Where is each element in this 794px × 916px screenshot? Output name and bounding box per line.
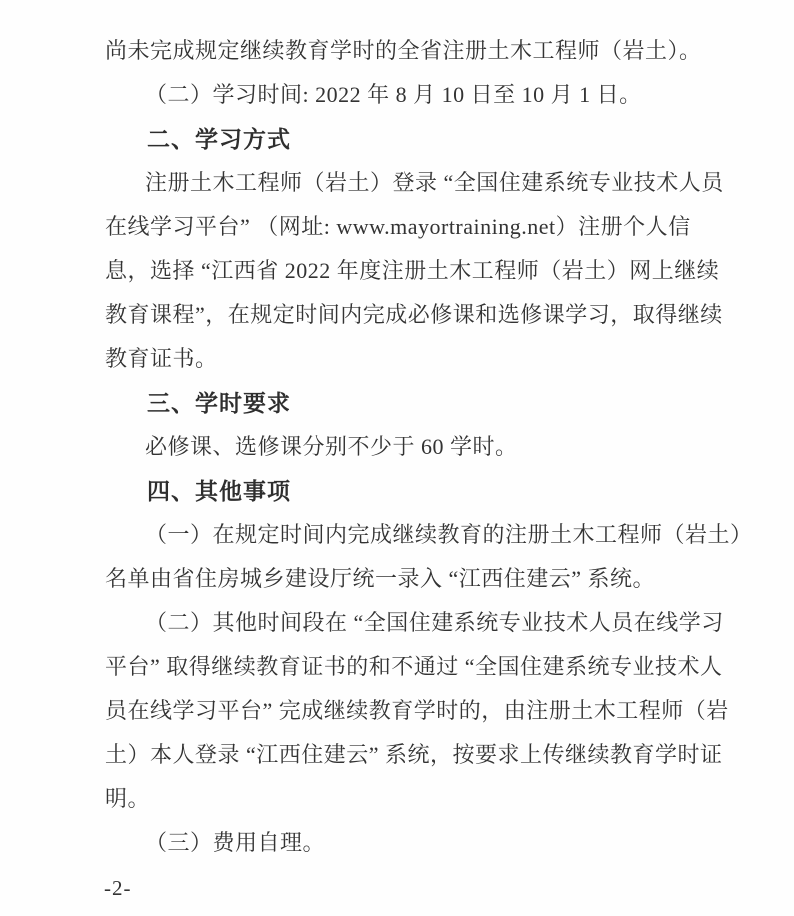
page-number: -2- xyxy=(104,876,132,900)
text-line: 员在线学习平台” 完成继续教育学时的，由注册土木工程师（岩 xyxy=(105,698,729,723)
text-line: 息，选择 “江西省 2022 年度注册土木工程师（岩土）网上继续 xyxy=(105,258,720,283)
text-line: 名单由省住房城乡建设厅统一录入 “江西住建云” 系统。 xyxy=(105,566,656,591)
text-line: （三）费用自理。 xyxy=(145,830,326,855)
text-line: 在线学习平台” （网址: www.mayortraining.net）注册个人信 xyxy=(105,214,691,239)
section-heading: 二、学习方式 xyxy=(147,126,291,152)
text-line: 土）本人登录 “江西住建云” 系统，按要求上传继续教育学时证 xyxy=(105,742,723,767)
text-line: 平台” 取得继续教育证书的和不通过 “全国住建系统专业技术人 xyxy=(105,654,723,679)
section-heading: 四、其他事项 xyxy=(147,478,291,504)
section-heading: 三、学时要求 xyxy=(147,390,291,416)
text-line: 尚未完成规定继续教育学时的全省注册土木工程师（岩土）。 xyxy=(105,38,702,63)
text-line: 明。 xyxy=(105,786,151,811)
text-line: （二）其他时间段在 “全国住建系统专业技术人员在线学习 xyxy=(145,610,724,635)
text-line: （二）学习时间: 2022 年 8 月 10 日至 10 月 1 日。 xyxy=(145,82,642,107)
text-line: （一）在规定时间内完成继续教育的注册土木工程师（岩土） xyxy=(145,522,753,547)
text-line: 教育证书。 xyxy=(105,346,218,371)
document-body xyxy=(105,29,753,865)
text-line: 教育课程”，在规定时间内完成必修课和选修课学习，取得继续 xyxy=(105,302,723,327)
text-line: 注册土木工程师（岩土）登录 “全国住建系统专业技术人员 xyxy=(145,170,724,195)
text-line: 必修课、选修课分别不少于 60 学时。 xyxy=(145,434,518,459)
